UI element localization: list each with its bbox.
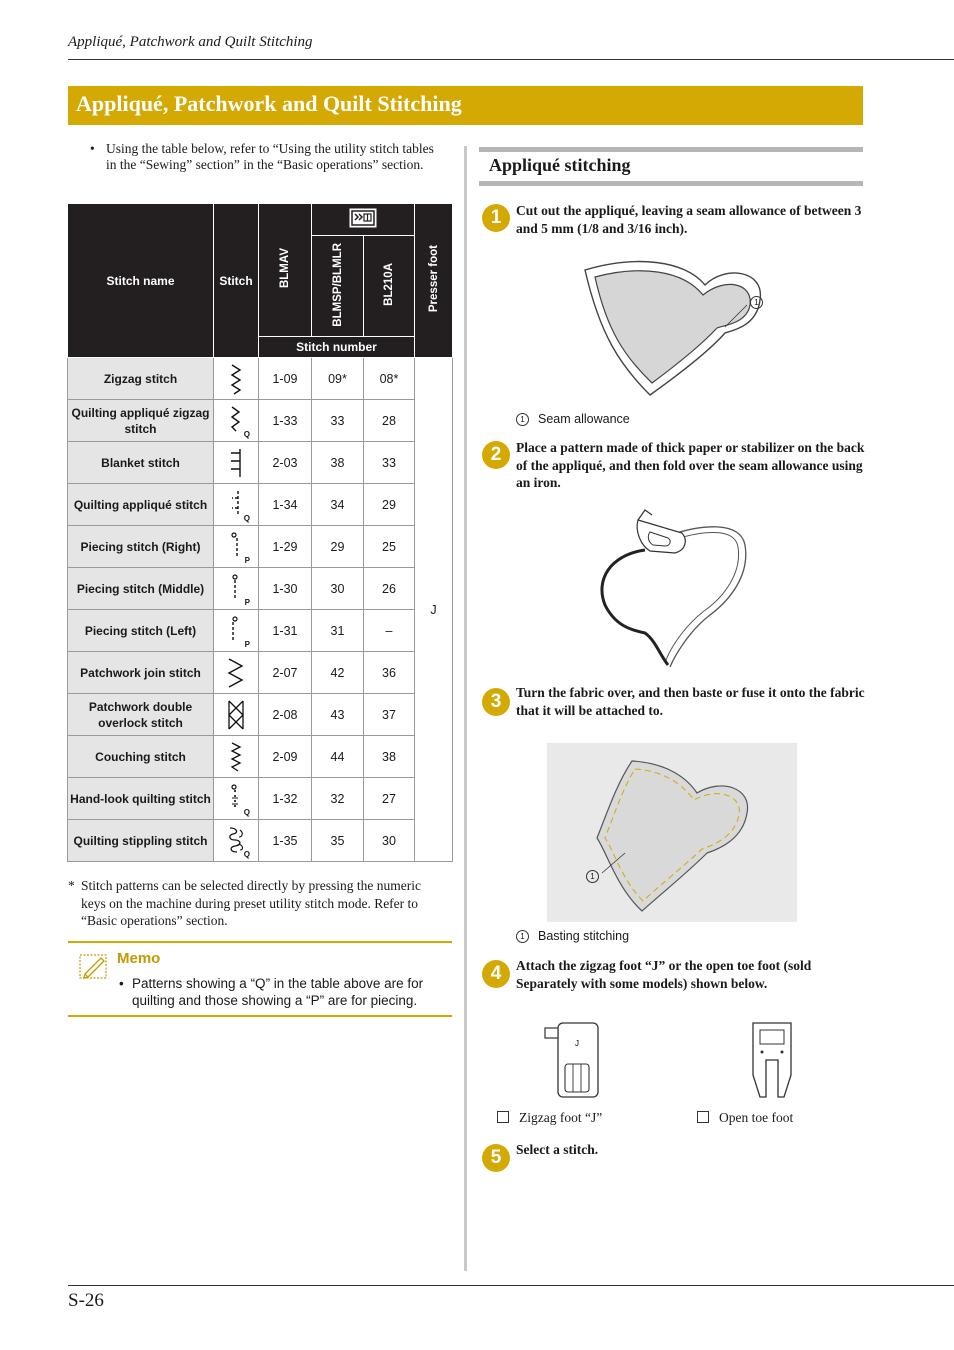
step-text: Cut out the appliqué, leaving a seam allowance of between 3 and 5 mm (1/8 and 3/16 inch). [516,203,862,236]
blmav-value: 1-34 [259,484,312,526]
memo-text: Patterns showing a “Q” in the table above are for quilting and those showing a “P” are for piecing. [132,976,424,1008]
bl210a-value: 28 [364,400,415,442]
blmav-value: 1-31 [259,610,312,652]
bl210a-value: 27 [364,778,415,820]
blmsp-value: 31 [312,610,364,652]
blmsp-value: 32 [312,778,364,820]
table-row [68,442,453,484]
blmav-value: 2-07 [259,652,312,694]
presser-foot-value: J [415,358,453,862]
step-text: Place a pattern made of thick paper or stabilizer on the back of the appliqué, and then fold over the seam allowance using an iron. [516,440,865,490]
memo-bottom-rule [68,1015,452,1017]
blmav-value: 1-33 [259,400,312,442]
bl210a-value: 38 [364,736,415,778]
table-row [68,652,453,694]
piecing-right-stitch-icon [226,530,246,564]
stitch-icon-cell [214,442,259,484]
open-toe-foot-illustration [748,1020,796,1100]
bl210a-value: 30 [364,820,415,862]
stitch-icon-cell [214,736,259,778]
table-row [68,694,453,736]
blmsp-value: 43 [312,694,364,736]
machine-icon [348,207,378,229]
column-divider [464,146,467,1271]
stitch-icon-cell [214,652,259,694]
header-stitch: Stitch [214,204,259,358]
intro-bullet [90,141,446,173]
bl210a-value: 29 [364,484,415,526]
table-row [68,820,453,862]
stitch-icon-cell [214,610,259,652]
blmav-value: 2-03 [259,442,312,484]
memo-pencil-icon [79,952,109,980]
blmsp-value: 29 [312,526,364,568]
step-number: 2 [482,441,510,469]
caption-basting: 1 Basting stitching [516,929,629,943]
section-title: Appliqué stitching [489,155,631,175]
stitch-name: Patchwork double overlock stitch [68,694,214,736]
couching-stitch-icon [226,740,246,774]
table-row [68,610,453,652]
bullet-mark: • [119,976,124,991]
stitch-name: Hand-look quilting stitch [68,778,214,820]
stitch-table [67,203,453,862]
step-text: Select a stitch. [516,1142,599,1157]
stitch-icon-cell [214,694,259,736]
callout-marker: 1 [750,295,772,309]
step-number: 1 [482,204,510,232]
blmsp-value: 34 [312,484,364,526]
blmsp-value: 42 [312,652,364,694]
memo-title: Memo [117,950,161,967]
blmsp-value: 33 [312,400,364,442]
stitch-mark: Q [243,808,250,817]
header-blmav: BLMAV [259,204,312,337]
stitch-mark: Q [243,430,250,439]
bl210a-value: 26 [364,568,415,610]
iron-fold-illustration [590,505,755,670]
blmav-value: 1-09 [259,358,312,400]
stitch-icon-cell [214,820,259,862]
blmsp-value: 38 [312,442,364,484]
patchwork-join-stitch-icon [225,656,247,690]
table-row [68,526,453,568]
blmsp-value: 30 [312,568,364,610]
applique-cut-illustration [575,255,775,410]
stitch-icon-cell [214,526,259,568]
stitch-name: Piecing stitch (Left) [68,610,214,652]
blmsp-value: 09* [312,358,364,400]
blmav-value: 2-08 [259,694,312,736]
memo-bullet [119,975,444,1009]
table-row [68,778,453,820]
blmav-value: 2-09 [259,736,312,778]
stitch-name: Quilting stippling stitch [68,820,214,862]
table-row [68,568,453,610]
step-number: 3 [482,688,510,716]
intro-text: Using the table below, refer to “Using the utility stitch tables in the “Sewing” section” in the “Basic operations” section. [106,141,434,172]
stitch-icon-cell [214,400,259,442]
checkbox-icon [497,1111,509,1123]
foot-j-letter: J [575,1039,579,1048]
stitch-icon-cell [214,358,259,400]
section-top-rule [479,147,863,152]
header-machine-icon-cell [312,204,415,236]
stitch-icon-cell [214,484,259,526]
stitch-mark: P [244,640,250,649]
step-number: 4 [482,960,510,988]
foot-label-zigzag: Zigzag foot “J” [497,1110,602,1126]
stitch-name: Couching stitch [68,736,214,778]
bl210a-value: 08* [364,358,415,400]
step-text: Turn the fabric over, and then baste or fuse it onto the fabric that it will be attached to. [516,685,865,718]
footnote-mark: * [68,878,75,893]
stitch-name: Zigzag stitch [68,358,214,400]
header-presser-foot: Presser foot [415,204,453,358]
step-number: 5 [482,1144,510,1172]
page-title: Appliqué, Patchwork and Quilt Stitching [76,91,462,116]
header-blmsp: BLMSP/BLMLR [312,236,364,337]
stitch-name: Blanket stitch [68,442,214,484]
stitch-name: Piecing stitch (Right) [68,526,214,568]
blmav-value: 1-30 [259,568,312,610]
stitch-name: Quilting appliqué zigzag stitch [68,400,214,442]
zigzag-stitch-icon [226,362,246,396]
stitch-mark: Q [243,514,250,523]
bullet-mark: • [90,141,95,156]
stitch-name: Quilting appliqué stitch [68,484,214,526]
stitch-mark: P [244,598,250,607]
bl210a-value: 25 [364,526,415,568]
bl210a-value: – [364,610,415,652]
piecing-left-stitch-icon [226,614,246,648]
memo-top-rule [68,941,452,943]
caption-seam-allowance: 1 Seam allowance [516,412,630,426]
blmav-value: 1-32 [259,778,312,820]
blmsp-value: 35 [312,820,364,862]
baste-illustration [547,743,797,922]
double-overlock-stitch-icon [225,698,247,732]
checkbox-icon [697,1111,709,1123]
section-bottom-rule [479,181,863,186]
foot-label-open-toe: Open toe foot [697,1110,793,1126]
stitch-name: Patchwork join stitch [68,652,214,694]
bl210a-value: 36 [364,652,415,694]
stitch-icon-cell [214,778,259,820]
stitch-mark: P [244,556,250,565]
table-row [68,358,453,400]
header-stitch-name: Stitch name [68,204,214,358]
bl210a-value: 37 [364,694,415,736]
top-rule [68,59,954,60]
stitch-mark: Q [243,850,250,859]
header-bl210a: BL210A [364,236,415,337]
blmav-value: 1-29 [259,526,312,568]
callout-marker: 1 [586,869,608,883]
blmsp-value: 44 [312,736,364,778]
piecing-middle-stitch-icon [226,572,246,606]
running-head: Appliqué, Patchwork and Quilt Stitching [68,34,313,50]
bottom-rule [68,1285,954,1286]
blmav-value: 1-35 [259,820,312,862]
table-row [68,736,453,778]
footnote-text: Stitch patterns can be selected directly by pressing the numeric keys on the machine during preset utility stitch mode. Refer to “Basic operations” section. [81,878,422,928]
stitch-name: Piecing stitch (Middle) [68,568,214,610]
table-row [68,484,453,526]
zigzag-foot-illustration [543,1020,601,1100]
stitch-icon-cell [214,568,259,610]
blanket-stitch-icon [226,446,246,480]
page-number: S-26 [68,1290,104,1311]
header-stitch-number: Stitch number [259,337,415,358]
bl210a-value: 33 [364,442,415,484]
footnote [68,877,438,930]
table-row [68,400,453,442]
step-text: Attach the zigzag foot “J” or the open toe foot (sold Separately with some models) shown below. [516,958,812,991]
